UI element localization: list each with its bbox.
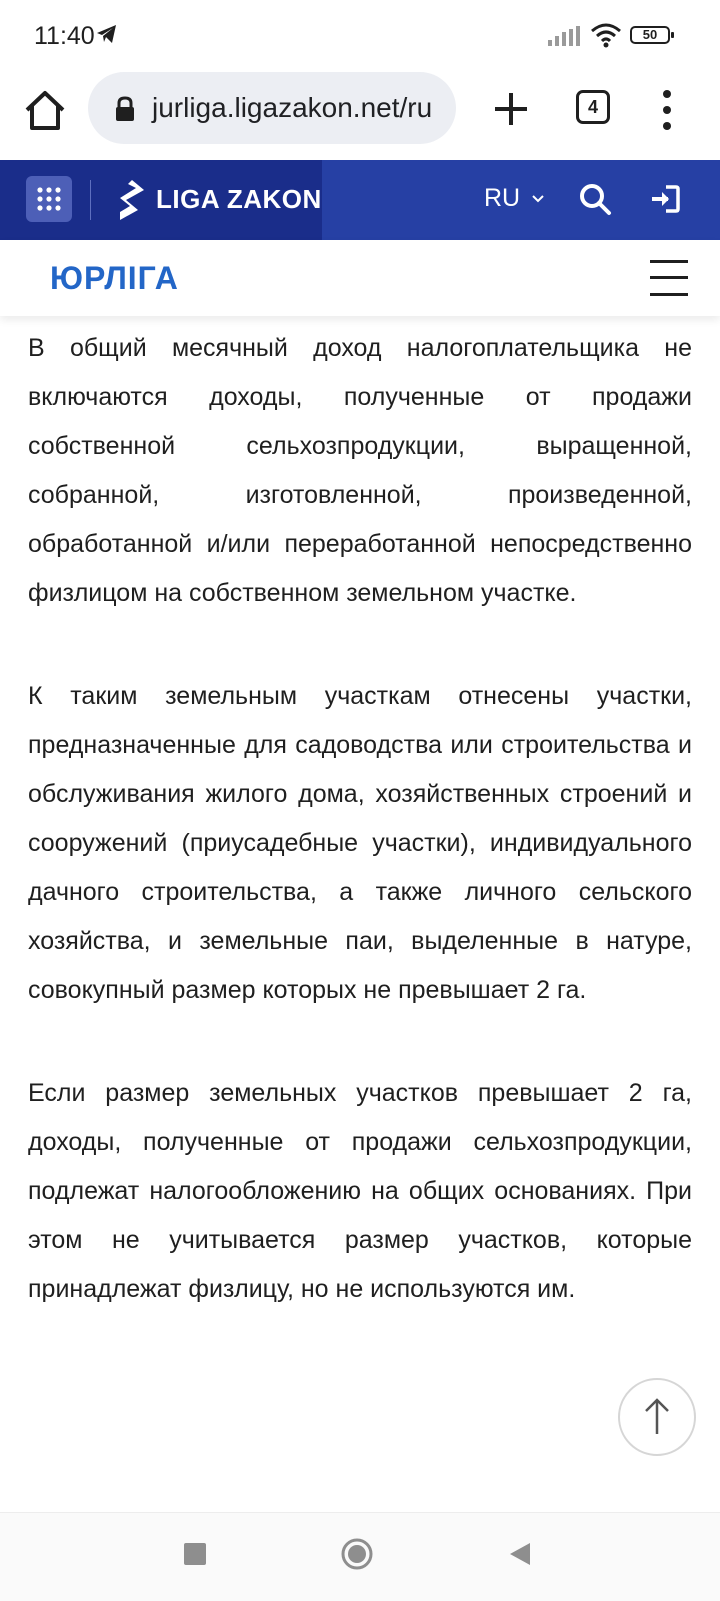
- battery-indicator: 50: [630, 26, 670, 44]
- language-label: RU: [484, 184, 521, 212]
- liga-logo-icon[interactable]: [116, 178, 148, 222]
- recents-button[interactable]: [184, 1543, 206, 1565]
- browser-toolbar: [0, 72, 720, 158]
- article-paragraph: Если размер земельных участков превышает 2 га, доходы, полученные от продажи сельхозпродукции, подлежат налогообложению на общих основаниях. При этом не учитывается размер участков, которые принадлежат физлицу, но не используются им.: [28, 1079, 692, 1303]
- header-divider: [90, 180, 91, 220]
- lock-icon: [114, 96, 136, 122]
- telegram-icon: [96, 24, 118, 44]
- search-icon[interactable]: [578, 182, 612, 216]
- tab-switcher-button[interactable]: 4: [576, 90, 610, 124]
- apps-grid-button[interactable]: [26, 176, 72, 222]
- site-header: [0, 240, 720, 316]
- arrow-up-icon: [620, 1380, 694, 1454]
- url-text: jurliga.ligazakon.net/ru: [152, 92, 433, 123]
- language-selector[interactable]: [484, 184, 545, 213]
- back-button[interactable]: [508, 1541, 532, 1567]
- wifi-icon: [590, 22, 622, 48]
- home-icon[interactable]: [22, 88, 68, 134]
- home-button[interactable]: [340, 1537, 374, 1571]
- chevron-down-icon: [531, 194, 545, 204]
- article-paragraph: К таким земельным участкам отнесены участки, предназначенные для садоводства или строительства и обслуживания жилого дома, хозяйственных строений и сооружений (приусадебные участки), индивидуального дачного строительства, а также личного сельского хозяйства, и земельные паи, выделенные в натуре, совокупный размер которых не превышает 2 га.: [28, 682, 692, 1004]
- more-vert-icon[interactable]: [660, 88, 674, 132]
- scroll-to-top-button[interactable]: [618, 1378, 696, 1456]
- liga-header: [0, 160, 720, 240]
- liga-header-brand-area: [0, 160, 322, 240]
- site-logo[interactable]: ЮРЛІГА: [50, 260, 179, 296]
- status-time: 11:40: [34, 22, 95, 50]
- apps-grid-icon: [26, 176, 72, 222]
- url-bar[interactable]: [88, 72, 456, 144]
- system-nav-bar: [0, 1512, 720, 1601]
- article-body: [28, 316, 692, 1314]
- plus-icon[interactable]: [492, 90, 530, 128]
- hamburger-icon[interactable]: [650, 260, 688, 296]
- liga-brand[interactable]: LIGA ZAKON: [156, 184, 322, 214]
- status-bar: [0, 0, 720, 72]
- login-icon[interactable]: [650, 184, 680, 214]
- signal-icon: [548, 26, 582, 46]
- article-paragraph: В общий месячный доход налогоплательщика не включаются доходы, полученные от продажи собственной сельхозпродукции, выращенной, собранной, изготовленной, произведенной, обработанной и/или переработанной непосредственно физлицом на собственном земельном участке.: [28, 334, 692, 607]
